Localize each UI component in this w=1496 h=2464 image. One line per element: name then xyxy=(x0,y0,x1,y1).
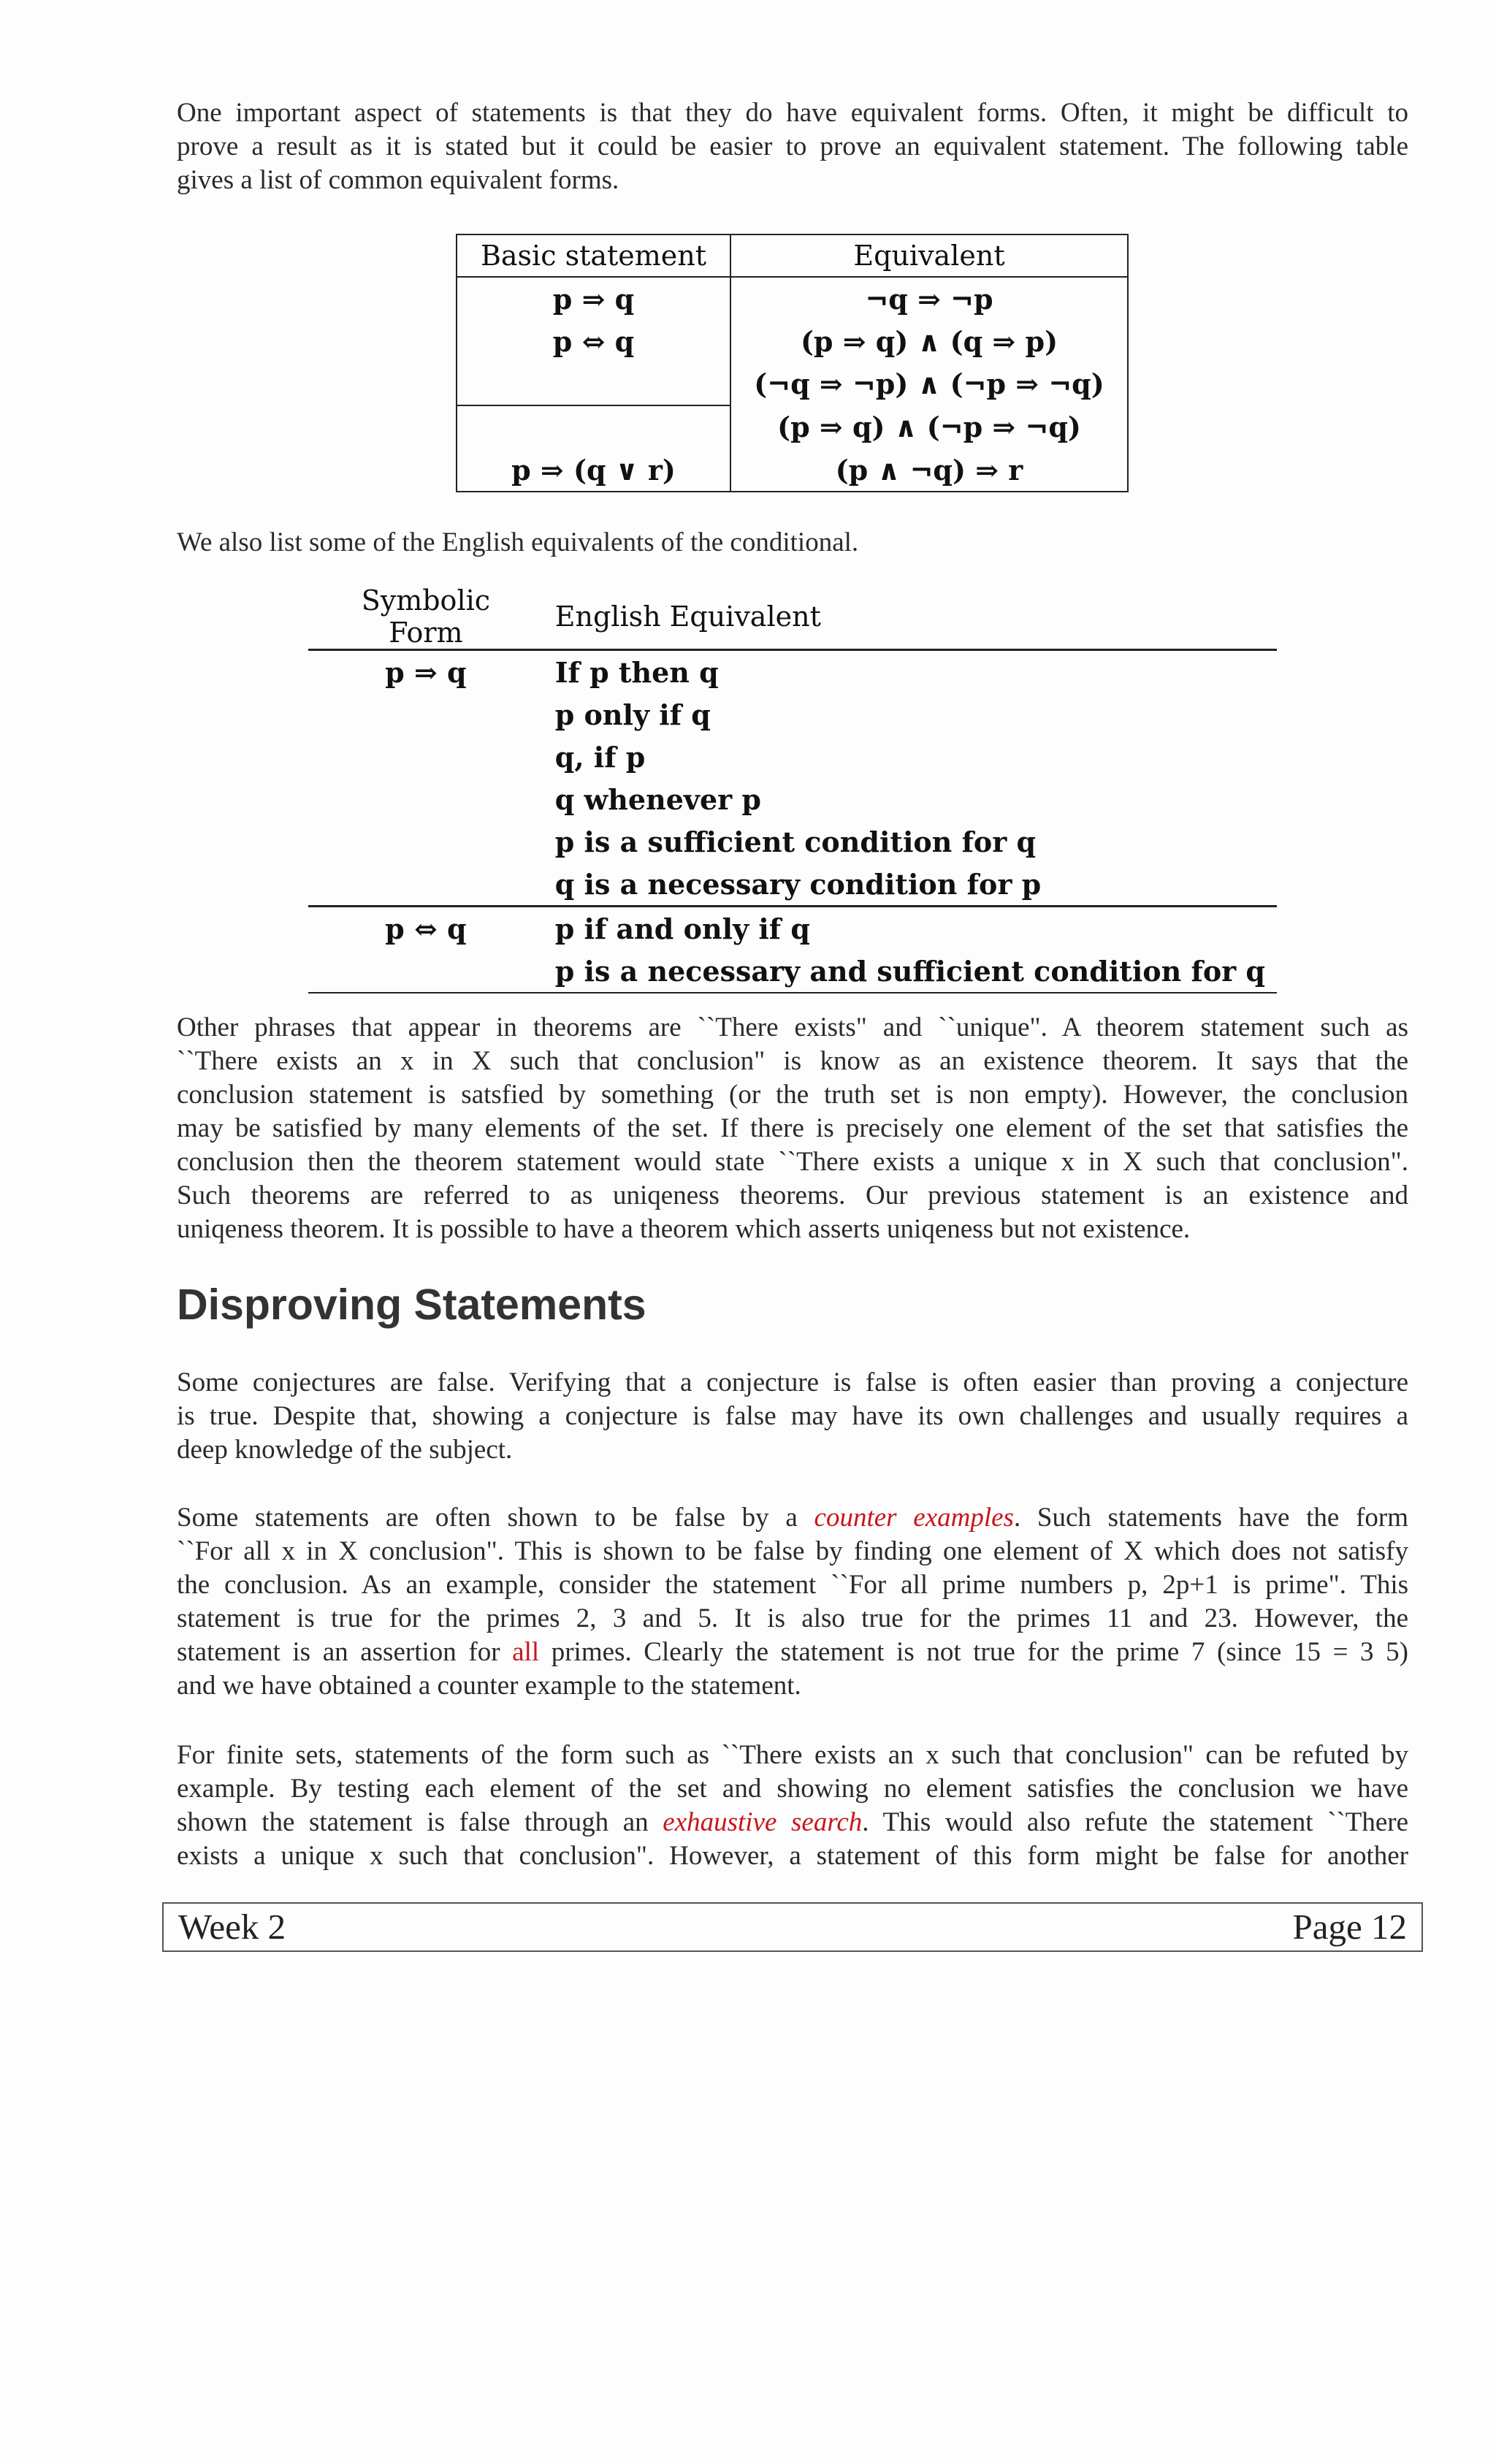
table-row xyxy=(308,863,1277,907)
table-cell: p if and only if q xyxy=(543,907,1277,950)
text-line: prove a result as it is stated but it could be easier to prove an equivalent statement. The following table xyxy=(177,131,1408,161)
table-cell: ¬q ⇒ ¬p xyxy=(730,277,1128,320)
table-cell xyxy=(308,950,543,993)
text-line: conclusion then the theorem statement would state ``There exists a unique x in X such that conclusion". xyxy=(177,1147,1408,1177)
table-cell xyxy=(308,693,543,736)
table-cell: q, if p xyxy=(554,740,646,774)
table-header: Basic statement xyxy=(457,234,730,277)
text-line: ``There exists an x in X such that conclusion" is know as an existence theorem. It says that the xyxy=(177,1046,1408,1076)
table-row xyxy=(457,405,1128,449)
table-cell: (p ∧ ¬q) ⇒ r xyxy=(730,449,1128,492)
table-row xyxy=(308,778,1277,820)
table-cell: p ⇒ (q ∨ r) xyxy=(457,449,730,492)
page-footer xyxy=(162,1902,1423,1952)
table-row xyxy=(457,449,1128,492)
intro-paragraph xyxy=(177,96,1408,197)
text-line: and we have obtained a counter example to the statement. xyxy=(177,1671,801,1701)
text-line xyxy=(177,1806,1408,1839)
table-cell: p is a sufficient condition for q xyxy=(554,825,1037,858)
text-line: ``For all x in X conclusion". This is shown to be false by finding one element of X which does not satisfy xyxy=(177,1536,1408,1566)
table-row xyxy=(308,693,1277,736)
table-cell xyxy=(457,405,730,449)
text-run: . Such statements have the form xyxy=(1013,1503,1408,1533)
equivalent-forms-table xyxy=(456,234,1129,492)
table-header: Equivalent xyxy=(730,234,1128,277)
table-cell: If p then q xyxy=(554,655,719,689)
text-run: shown the statement is false through an xyxy=(177,1807,663,1837)
table-header: Symbolic Form xyxy=(308,584,543,650)
table-row xyxy=(457,277,1128,320)
table-cell xyxy=(308,863,543,907)
english-equivalents-table xyxy=(308,584,1277,993)
table-cell: q whenever p xyxy=(554,782,761,816)
footer-page-number: Page 12 xyxy=(1292,1907,1407,1947)
table-cell xyxy=(308,820,543,863)
table-cell: (p ⇒ q) ∧ (q ⇒ p) xyxy=(730,320,1128,362)
text-line: gives a list of common equivalent forms. xyxy=(177,165,619,195)
table-cell: p ⇔ q xyxy=(308,907,543,950)
text-line: the conclusion. As an example, consider the statement ``For all prime numbers p, 2p+1 is prime". This xyxy=(177,1570,1408,1600)
table-cell xyxy=(308,736,543,778)
text-line xyxy=(177,1501,1408,1535)
text-run: primes. Clearly the statement is not true for the prime 7 (since 15 = 3 5) xyxy=(539,1637,1408,1667)
text-line: conclusion statement is satsfied by something (or the truth set is non empty). However, the conclusion xyxy=(177,1080,1408,1110)
text-line: deep knowledge of the subject. xyxy=(177,1435,513,1465)
table-cell: (¬q ⇒ ¬p) ∧ (¬p ⇒ ¬q) xyxy=(730,362,1128,405)
text-line xyxy=(177,1636,1408,1669)
table-row xyxy=(308,820,1277,863)
table-cell xyxy=(457,362,730,405)
text-line: uniqeness theorem. It is possible to have a theorem which asserts uniqeness but not existence. xyxy=(177,1214,1191,1244)
table-cell: p is a necessary and sufficient condition for q xyxy=(543,950,1277,993)
text-run: statement is an assertion for xyxy=(177,1637,513,1667)
table-row xyxy=(457,320,1128,362)
table-cell: p ⇒ q xyxy=(457,277,730,320)
table-cell: p ⇒ q xyxy=(385,655,467,689)
table-cell: q is a necessary condition for p xyxy=(554,867,1042,901)
table-row xyxy=(308,650,1277,694)
text-run: Some statements are often shown to be false by a xyxy=(177,1503,814,1533)
disprove-paragraph-2 xyxy=(177,1501,1408,1703)
text-line: may be satisfied by many elements of the set. If there is precisely one element of the set that satisfies the xyxy=(177,1113,1408,1143)
table-header: English Equivalent xyxy=(543,584,1277,650)
table-row xyxy=(308,736,1277,778)
text-line: is true. Despite that, showing a conjecture is false may have its own challenges and usually requires a xyxy=(177,1401,1408,1431)
text-line: Some conjectures are false. Verifying that a conjecture is false is often easier than proving a conjecture xyxy=(177,1368,1408,1397)
disprove-paragraph-1 xyxy=(177,1366,1408,1467)
table-row xyxy=(308,950,1277,993)
table-cell: (p ⇒ q) ∧ (¬p ⇒ ¬q) xyxy=(730,405,1128,449)
text-line: Such theorems are referred to as uniqeness theorems. Our previous statement is an existence and xyxy=(177,1180,1408,1210)
text-line: example. By testing each element of the set and showing no element satisfies the conclusion we have xyxy=(177,1774,1408,1804)
counter-examples-link[interactable]: counter examples xyxy=(814,1503,1014,1533)
table-cell xyxy=(308,778,543,820)
footer-week: Week 2 xyxy=(178,1907,286,1947)
table-cell: p ⇔ q xyxy=(457,320,730,362)
text-line: One important aspect of statements is that they do have equivalent forms. Often, it might be difficult to xyxy=(177,98,1408,128)
section-heading: Disproving Statements xyxy=(177,1281,646,1329)
text-line: statement is true for the primes 2, 3 and 5. It is also true for the primes 11 and 23. However, the xyxy=(177,1603,1408,1633)
table-row xyxy=(308,907,1277,950)
text-run: . This would also refute the statement ``There xyxy=(862,1807,1409,1837)
exhaustive-search-link[interactable]: exhaustive search xyxy=(663,1807,863,1837)
table-row xyxy=(457,362,1128,405)
text-line: For finite sets, statements of the form such as ``There exists an x such that conclusion" can be refuted by xyxy=(177,1740,1408,1770)
text-line: Other phrases that appear in theorems are ``There exists" and ``unique". A theorem statement such as xyxy=(177,1012,1408,1042)
table-cell: p only if q xyxy=(554,698,711,731)
english-intro-paragraph xyxy=(177,526,1408,560)
text-line: exists a unique x such that conclusion". However, a statement of this form might be false for another xyxy=(177,1841,1408,1871)
existence-paragraph xyxy=(177,1011,1408,1246)
disprove-paragraph-3 xyxy=(177,1739,1408,1873)
text-line: We also list some of the English equivalents of the conditional. xyxy=(177,527,859,557)
all-link[interactable]: all xyxy=(512,1637,540,1667)
